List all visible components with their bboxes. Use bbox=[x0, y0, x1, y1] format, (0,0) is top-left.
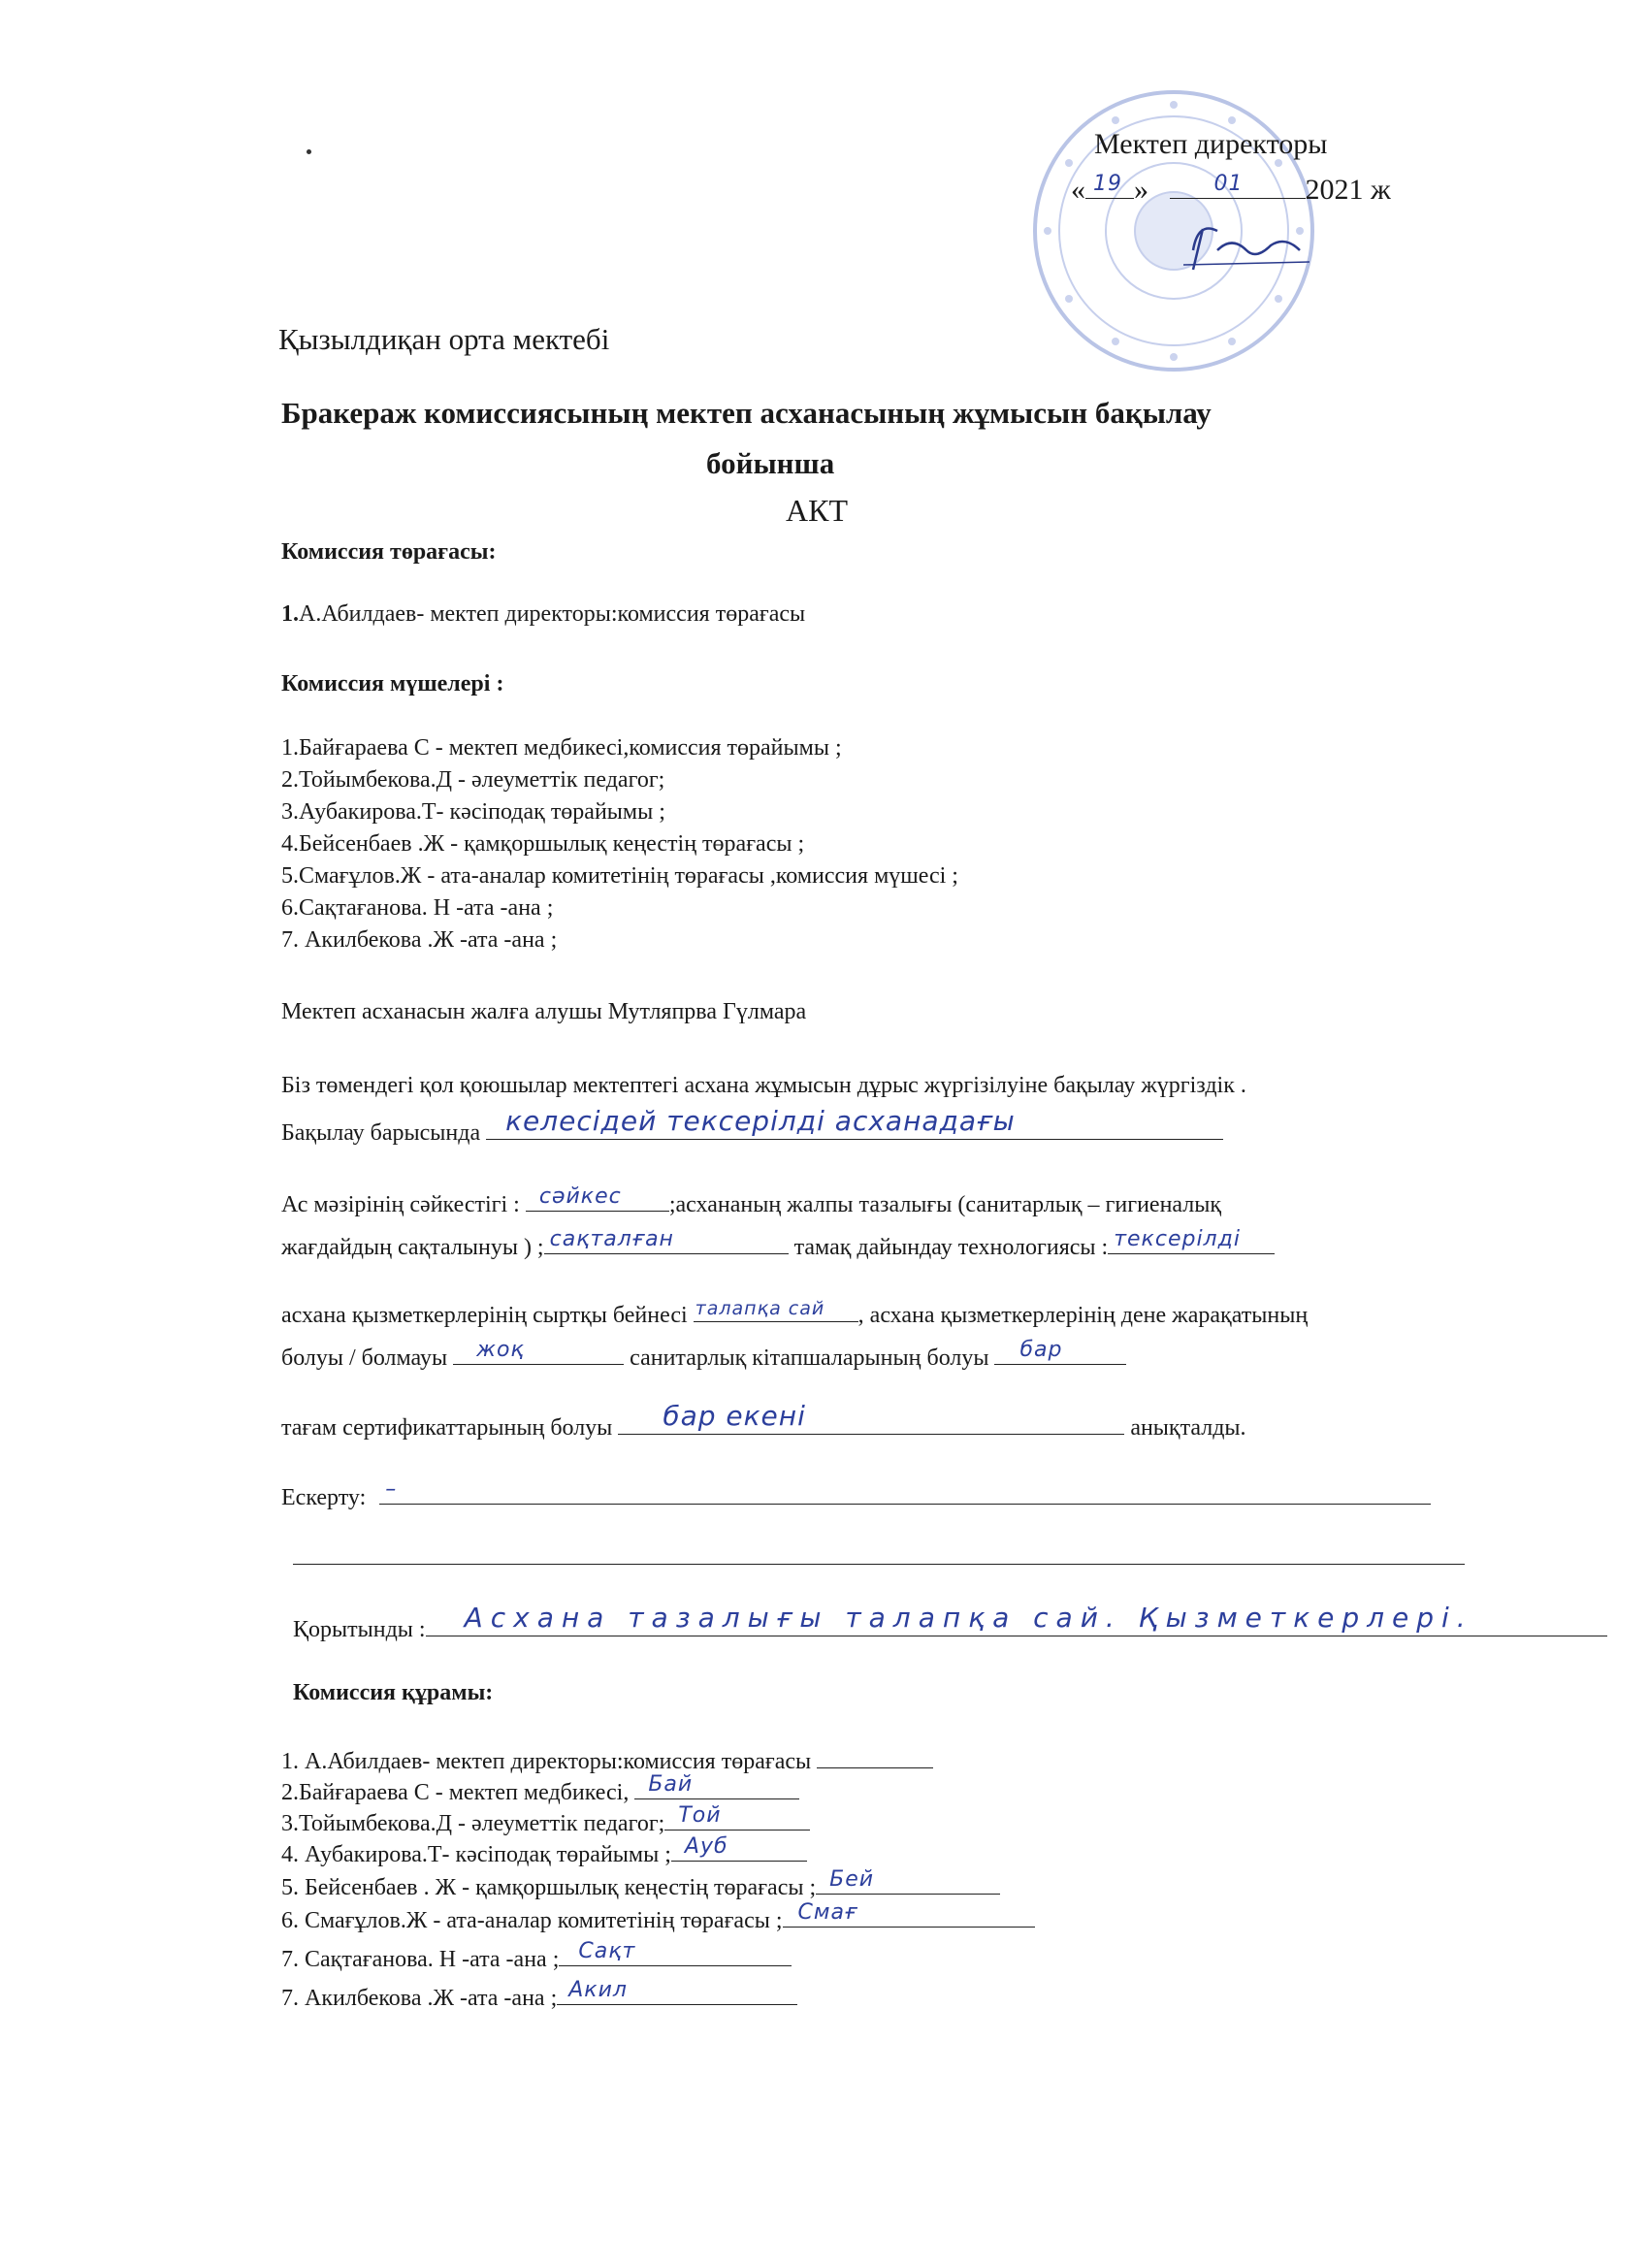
signature-handwritten: Бай bbox=[648, 1772, 694, 1797]
member-item: 4.Бейсенбаев .Ж - қамқоршылық кеңестің төрағасы ; bbox=[281, 831, 805, 857]
certificates-field[interactable] bbox=[618, 1400, 1124, 1435]
signature-handwritten: Бей bbox=[829, 1867, 875, 1892]
books-handwritten: бар bbox=[1019, 1338, 1063, 1362]
technology-field[interactable] bbox=[1108, 1228, 1275, 1254]
note-label: Ескерту: bbox=[281, 1485, 367, 1510]
conclusion-line bbox=[293, 1602, 1607, 1643]
injury-line bbox=[281, 1339, 1126, 1372]
member-item: 2.Тойымбекова.Д - әлеуметтік педагог; bbox=[281, 767, 665, 793]
intro-text: Біз төмендегі қол қоюшылар мектептегі асхана жұмысын дұрыс жүргізілуіне бақылау жүргіздік . bbox=[281, 1073, 1246, 1098]
director-signature bbox=[1164, 211, 1329, 279]
injury-field[interactable] bbox=[453, 1339, 624, 1365]
approval-title: Мектеп директоры bbox=[1094, 128, 1328, 160]
act-title-line3: АКТ bbox=[786, 493, 848, 528]
technology-handwritten: тексерілді bbox=[1114, 1227, 1241, 1251]
day-handwritten: 19 bbox=[1093, 172, 1122, 196]
signature-handwritten: Той bbox=[678, 1803, 722, 1828]
close-quote: » bbox=[1134, 174, 1148, 206]
signature-handwritten: Смағ bbox=[797, 1900, 858, 1925]
year: 2021 ж bbox=[1305, 174, 1391, 206]
sanitary-line bbox=[281, 1228, 1275, 1261]
composition-item bbox=[281, 1804, 810, 1837]
certificates-line bbox=[281, 1400, 1246, 1442]
injury-label: , асхана қызметкерлерінің дене жарақатының bbox=[857, 1303, 1309, 1328]
members-heading: Комиссия мүшелері : bbox=[281, 671, 504, 697]
observation-handwritten: келесідей тексерілді асханадағы bbox=[505, 1105, 1016, 1137]
canteen-renter: Мектеп асханасын жалға алушы Мутляпрва Гүлмара bbox=[281, 999, 807, 1024]
composition-item bbox=[281, 1940, 792, 1973]
appearance-handwritten: талапқа сай bbox=[695, 1298, 825, 1319]
certificates-end: анықталды. bbox=[1130, 1415, 1246, 1441]
member-item: 5.Смағұлов.Ж - ата-аналар комитетінің төрағасы ,комиссия мүшесі ; bbox=[281, 863, 958, 889]
composition-item bbox=[281, 1835, 807, 1868]
approval-date bbox=[1071, 173, 1391, 207]
composition-item bbox=[281, 1979, 797, 2012]
chair-entry bbox=[281, 601, 805, 628]
scan-dot bbox=[307, 149, 311, 154]
cleanliness-label: ;асхананың жалпы тазалығы (санитарлық – гигиеналық bbox=[668, 1192, 1222, 1217]
act-title-line1: Бракераж комиссиясының мектеп асханасының жұмысын бақылау bbox=[281, 396, 1212, 430]
composition-heading: Комиссия құрамы: bbox=[293, 1680, 494, 1705]
signature-field[interactable] bbox=[783, 1901, 1035, 1928]
observation-line bbox=[281, 1105, 1223, 1147]
composition-text: 4. Аубакирова.Т- кәсіподақ төрайымы ; bbox=[281, 1842, 671, 1867]
appearance-line bbox=[281, 1296, 1308, 1329]
composition-text: 6. Смағұлов.Ж - ата-аналар комитетінің төрағасы ; bbox=[281, 1908, 783, 1933]
observation-label: Бақылау барысында bbox=[281, 1120, 481, 1146]
member-item: 1.Байғараева С - мектеп медбикесі,комиссия төрайымы ; bbox=[281, 735, 842, 761]
composition-item bbox=[281, 1742, 933, 1775]
member-item: 7. Акилбекова .Ж -ата -ана ; bbox=[281, 927, 558, 953]
composition-item bbox=[281, 1901, 1035, 1934]
day-field[interactable] bbox=[1085, 173, 1134, 199]
conclusion-field[interactable] bbox=[426, 1602, 1607, 1636]
note-continuation-line[interactable] bbox=[293, 1564, 1465, 1565]
month-handwritten: 01 bbox=[1213, 172, 1244, 196]
observation-field[interactable] bbox=[486, 1105, 1223, 1140]
books-label: санитарлық кітапшаларының болуы bbox=[630, 1345, 989, 1371]
month-field[interactable] bbox=[1170, 173, 1306, 199]
sanitary-label: жағдайдың сақталынуы ) ; bbox=[281, 1235, 544, 1260]
note-field[interactable] bbox=[379, 1478, 1431, 1505]
certificates-label: тағам сертификаттарының болуы bbox=[281, 1415, 613, 1441]
member-item: 3.Аубакирова.Т- кәсіподақ төрайымы ; bbox=[281, 799, 665, 825]
composition-text: 7. Сақтағанова. Н -ата -ана ; bbox=[281, 1947, 560, 1972]
appearance-field[interactable] bbox=[694, 1296, 858, 1322]
composition-item bbox=[281, 1773, 799, 1806]
signature-field[interactable] bbox=[557, 1979, 797, 2005]
chair-heading: Комиссия төрағасы: bbox=[281, 539, 497, 565]
open-quote: « bbox=[1071, 174, 1085, 206]
sanitary-field[interactable] bbox=[544, 1228, 789, 1254]
menu-label: Ас мәзірінің сәйкестігі : bbox=[281, 1192, 520, 1217]
sanitary-handwritten: сақталған bbox=[549, 1227, 674, 1251]
chair-text: А.Абилдаев- мектеп директоры:комиссия төрағасы bbox=[299, 601, 806, 627]
menu-field[interactable] bbox=[526, 1185, 669, 1212]
signature-field[interactable] bbox=[671, 1835, 807, 1862]
signature-field[interactable] bbox=[817, 1742, 933, 1768]
technology-label: тамақ дайындау технологиясы : bbox=[793, 1235, 1109, 1260]
injury-handwritten: жоқ bbox=[476, 1338, 525, 1362]
school-name: Қызылдиқан орта мектебі bbox=[278, 322, 610, 356]
signature-handwritten: Сақт bbox=[578, 1939, 636, 1963]
act-title-line2: бойынша bbox=[706, 446, 835, 480]
note-line bbox=[281, 1478, 1431, 1511]
menu-handwritten: сәйкес bbox=[538, 1184, 622, 1209]
note-handwritten: – bbox=[385, 1477, 398, 1502]
signature-handwritten: Акил bbox=[568, 1978, 628, 2002]
composition-text: 2.Байғараева С - мектеп медбикесі, bbox=[281, 1780, 630, 1805]
chair-number: 1. bbox=[281, 601, 299, 627]
composition-item bbox=[281, 1868, 1000, 1901]
injury2-label: болуы / болмауы bbox=[281, 1345, 448, 1371]
books-field[interactable] bbox=[994, 1339, 1126, 1365]
menu-line bbox=[281, 1185, 1221, 1218]
signature-field[interactable] bbox=[559, 1940, 792, 1966]
signature-field[interactable] bbox=[634, 1773, 799, 1799]
signature-field[interactable] bbox=[816, 1868, 1000, 1895]
composition-text: 1. А.Абилдаев- мектеп директоры:комиссия төрағасы bbox=[281, 1749, 812, 1774]
composition-text: 5. Бейсенбаев . Ж - қамқоршылық кеңестің төрағасы ; bbox=[281, 1875, 817, 1900]
signature-field[interactable] bbox=[664, 1804, 810, 1831]
signature-handwritten: Ауб bbox=[684, 1834, 728, 1859]
appearance-label: асхана қызметкерлерінің сыртқы бейнесі bbox=[281, 1303, 688, 1328]
composition-text: 3.Тойымбекова.Д - әлеуметтік педагог; bbox=[281, 1811, 665, 1836]
member-item: 6.Сақтағанова. Н -ата -ана ; bbox=[281, 895, 554, 921]
conclusion-handwritten: Асхана тазалығы талапқа сай. Қызметкерлері. bbox=[464, 1602, 1473, 1634]
conclusion-label: Қорытынды : bbox=[293, 1617, 426, 1642]
composition-text: 7. Акилбекова .Ж -ата -ана ; bbox=[281, 1986, 558, 2011]
certificates-handwritten: бар екені bbox=[663, 1400, 806, 1432]
